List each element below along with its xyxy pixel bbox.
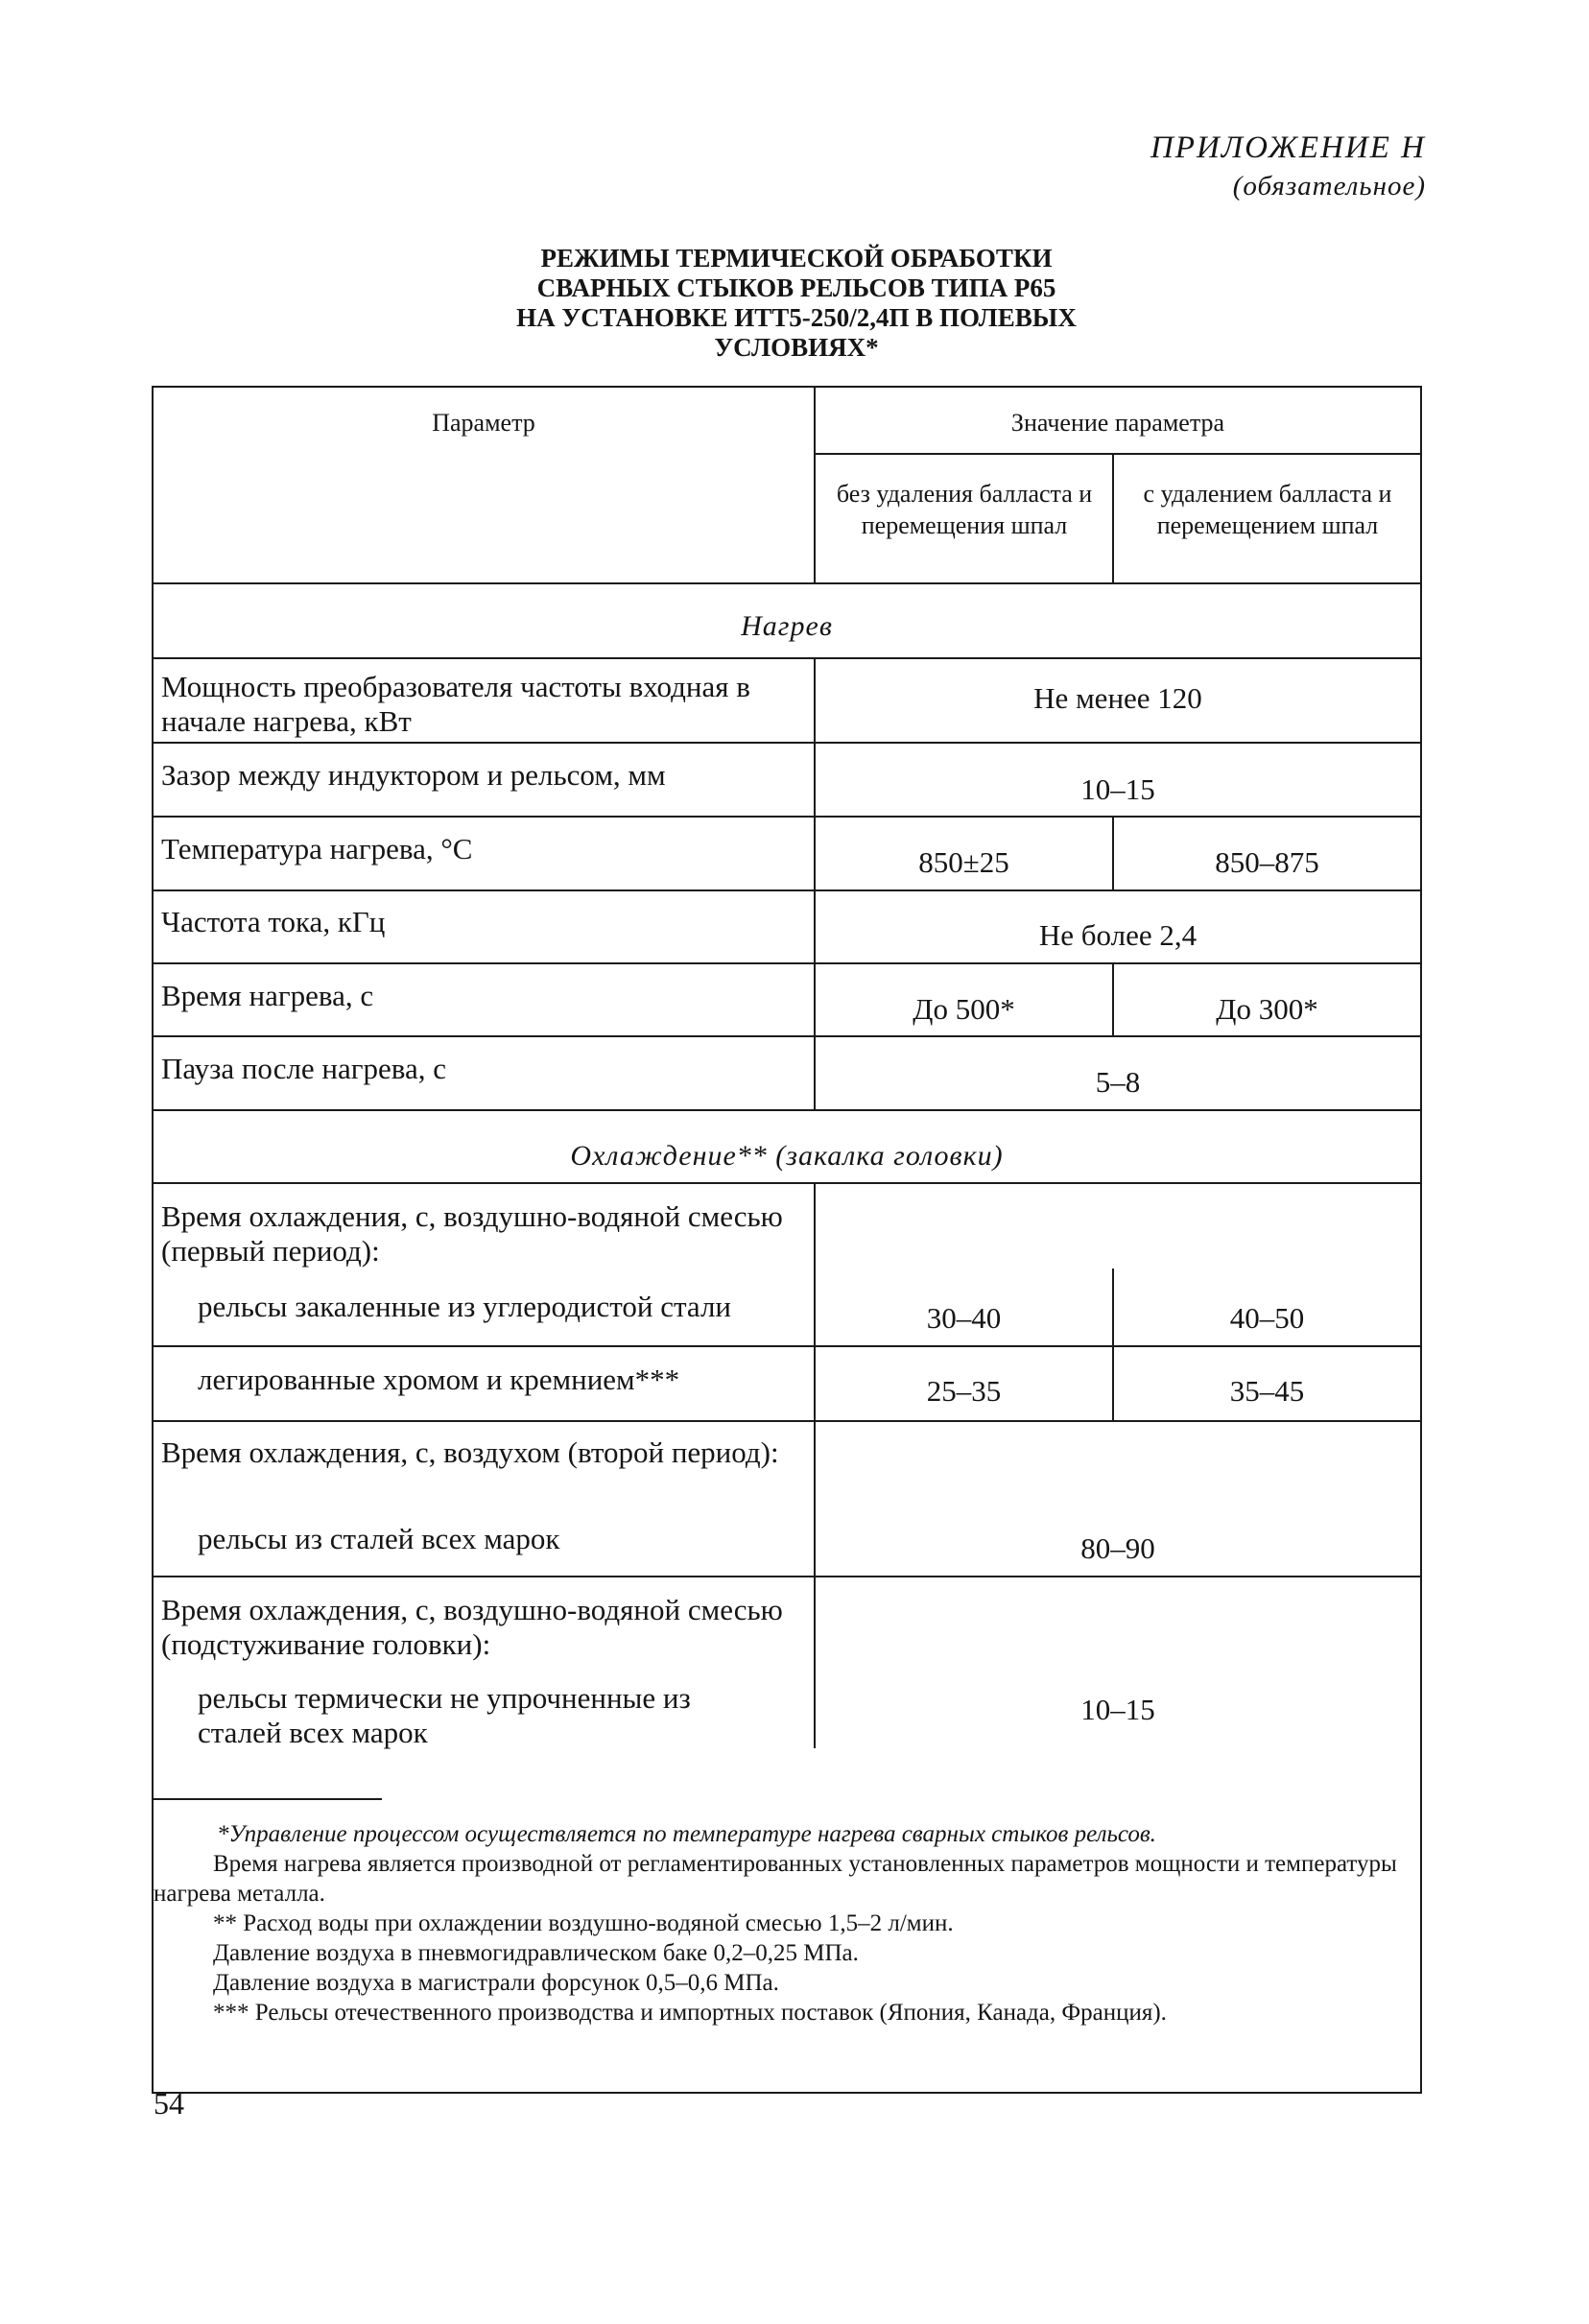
section-heating: Нагрев xyxy=(741,610,833,642)
title-line: УСЛОВИЯХ* xyxy=(714,333,879,362)
carbon-steel-without: 30–40 xyxy=(926,1301,1002,1335)
cooling-second-period-label: Время охлаждения, с, воздухом (второй период): xyxy=(161,1435,779,1469)
power-value: Не менее 120 xyxy=(1033,681,1202,715)
footnote: *Управление процессом осуществляется по температуре нагрева сварных стыков рельсов. xyxy=(217,1821,1156,1847)
appendix-title: ПРИЛОЖЕНИЕ Н xyxy=(1150,130,1426,165)
column-divider xyxy=(814,657,816,1110)
section-rule xyxy=(152,657,1422,659)
appendix-header xyxy=(1150,129,1426,205)
row-rule xyxy=(152,1345,1422,1347)
table-right-rule xyxy=(1420,386,1422,2094)
row-rule xyxy=(152,1420,1422,1422)
temperature-with: 850–875 xyxy=(1215,845,1319,879)
frequency-label: Частота тока, кГц xyxy=(161,905,386,938)
pause-value: 5–8 xyxy=(1095,1065,1141,1099)
page-number: 54 xyxy=(154,2086,184,2121)
head-cooling-value: 10–15 xyxy=(1080,1693,1155,1726)
alloy-steel-with: 35–45 xyxy=(1229,1374,1305,1408)
column-divider xyxy=(814,1182,816,1748)
footnote: Давление воздуха в пневмогидравлическом баке 0,2–0,25 МПа. xyxy=(213,1940,859,1966)
column-header-with-removal: с удалением балласта и перемещением шпал xyxy=(1143,480,1392,539)
pause-label: Пауза после нагрева, с xyxy=(161,1052,446,1085)
title-line: РЕЖИМЫ ТЕРМИЧЕСКОЙ ОБРАБОТКИ xyxy=(540,244,1053,273)
subcolumn-divider xyxy=(1112,453,1114,583)
footnote: Время нагрева является производной от регламентированных установленных параметров мощности и температуры нагрева металла. xyxy=(154,1851,1397,1907)
gap-label: Зазор между индуктором и рельсом, мм xyxy=(161,758,666,792)
row-rule xyxy=(152,1576,1422,1577)
row-rule xyxy=(152,962,1422,964)
heating-time-label: Время нагрева, с xyxy=(161,979,374,1012)
row-rule xyxy=(152,816,1422,818)
temperature-without: 850±25 xyxy=(918,845,1009,879)
header-bottom-rule xyxy=(152,582,1422,584)
appendix-note: (обязательное) xyxy=(1232,171,1426,202)
section-cooling: Охлаждение** (закалка головки) xyxy=(570,1140,1004,1172)
cooling-second-period-value: 80–90 xyxy=(1080,1531,1155,1565)
all-grades-label: рельсы из сталей всех марок xyxy=(198,1522,560,1555)
section-rule xyxy=(152,1109,1422,1111)
carbon-steel-with: 40–50 xyxy=(1229,1301,1305,1335)
frequency-value: Не более 2,4 xyxy=(1038,918,1198,952)
cooling-first-period-label: Время охлаждения, с, воздушно-водяной смесью (первый период): xyxy=(161,1199,783,1268)
column-header-value: Значение параметра xyxy=(1010,409,1225,437)
alloy-steel-without: 25–35 xyxy=(926,1374,1002,1408)
footnote: Давление воздуха в магистрали форсунок 0,5–0,6 МПа. xyxy=(213,1970,779,1996)
title-line: НА УСТАНОВКЕ ИТТ5-250/2,4П В ПОЛЕВЫХ xyxy=(516,303,1077,332)
row-rule xyxy=(152,1035,1422,1037)
gap-value: 10–15 xyxy=(1080,772,1155,806)
temperature-label: Температура нагрева, °С xyxy=(161,832,473,866)
alloy-steel-label: легированные хромом и кремнием*** xyxy=(198,1363,680,1396)
column-header-parameter: Параметр xyxy=(432,409,535,437)
heating-time-without: До 500* xyxy=(913,992,1015,1026)
non-hardened-label: рельсы термически не упрочненные из сталей всех марок xyxy=(198,1681,691,1749)
footnote-separator xyxy=(152,1798,382,1800)
column-header-without-removal: без удаления балласта и перемещения шпал xyxy=(836,480,1093,539)
table-bottom-rule xyxy=(152,2092,1422,2094)
subheader-rule xyxy=(814,453,1422,455)
row-rule xyxy=(152,889,1422,891)
document-title xyxy=(441,244,1151,363)
power-label: Мощность преобразователя частоты входная в начале нагрева, кВт xyxy=(161,670,750,738)
row-rule xyxy=(152,742,1422,744)
carbon-steel-label: рельсы закаленные из углеродистой стали xyxy=(198,1290,732,1323)
footnotes xyxy=(154,1819,1420,2028)
section-rule xyxy=(152,1182,1422,1184)
footnote: *** Рельсы отечественного производства и импортных поставок (Япония, Канада, Франция). xyxy=(213,2000,1167,2026)
footnote: ** Расход воды при охлаждении воздушно-водяной смесью 1,5–2 л/мин. xyxy=(213,1910,954,1936)
table-top-rule xyxy=(152,386,1422,388)
heating-time-with: До 300* xyxy=(1216,992,1318,1026)
head-cooling-label: Время охлаждения, с, воздушно-водяной смесью (подстуживание головки): xyxy=(161,1593,783,1661)
title-line: СВАРНЫХ СТЫКОВ РЕЛЬСОВ ТИПА Р65 xyxy=(536,273,1056,302)
